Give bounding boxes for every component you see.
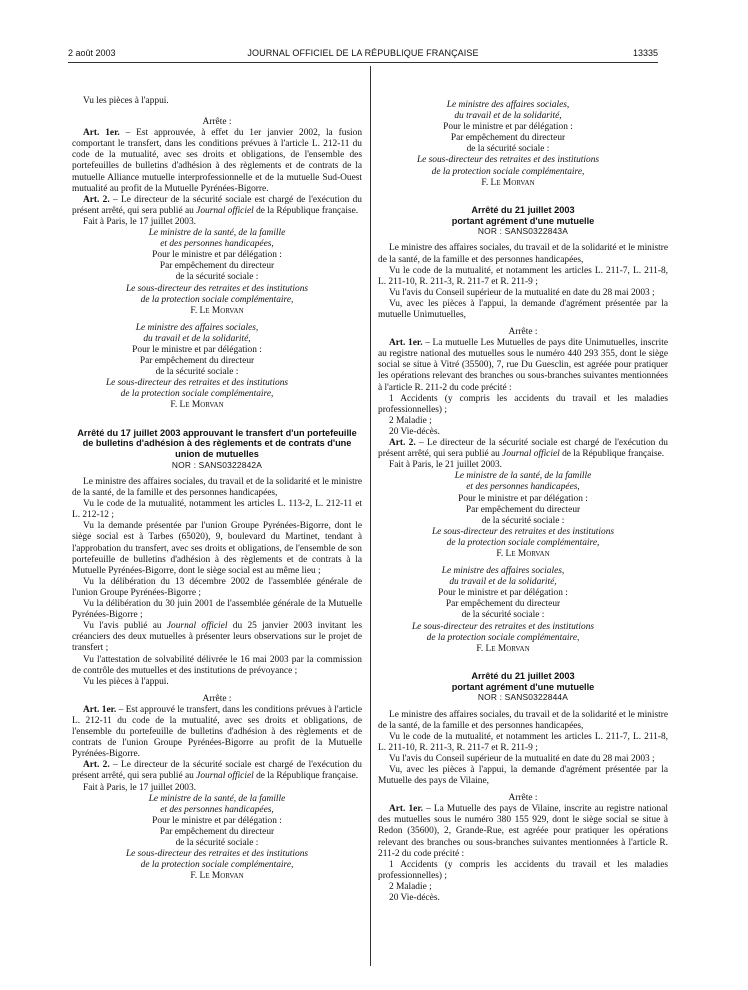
left-column (72, 96, 362, 882)
paragraph: Vu l'attestation de solvabilité délivrée le 16 mai 2003 par la commission de contrôle des mutuelles et des institutions de prévoyance ; (72, 654, 362, 676)
page-header (68, 48, 658, 60)
branch-list (378, 394, 668, 438)
arrete-subtitle: portant agrément d'une mutuelle (451, 215, 595, 226)
signature-line: Le sous-directeur des retraites et des institutions (411, 621, 595, 632)
paragraph: Le ministre des affaires sociales, du travail et de la solidarité et le ministre de la santé, de la famille et des personnes handicapées, (378, 709, 668, 731)
arrete-heading: Arrête : (508, 793, 538, 804)
signature-line: Par empêchement du directeur (159, 261, 275, 272)
signature-line: et des personnes handicapées, (160, 239, 274, 250)
signature-date: Fait à Paris, le 17 juillet 2003. (83, 216, 197, 227)
signatory-name: F. Le Morvan (190, 305, 244, 316)
signature-line: Le ministre de la santé, de la famille (454, 471, 592, 482)
right-column (378, 100, 668, 904)
signature-block (378, 471, 668, 560)
paragraph: Le ministre des affaires sociales, du travail et de la solidarité et le ministre de la santé, de la famille et des personnes handicapées, (72, 477, 362, 499)
signature-line: de la sécurité sociale : (466, 144, 550, 155)
signatory-name: F. Le Morvan (190, 871, 244, 882)
signature-line: de la sécurité sociale : (481, 515, 565, 526)
signature-line: Pour le ministre et par délégation : (152, 250, 282, 261)
signature-line: Le ministre des affaires sociales, (446, 100, 570, 110)
list-item: 1 Accidents (y compris les accidents du travail et les maladies professionnelles) ; (378, 393, 668, 415)
signature-line: de la sécurité sociale : (155, 367, 239, 378)
nor-reference: NOR : SANS0322842A (171, 459, 263, 470)
signature-line: Le ministre des affaires sociales, (441, 566, 565, 577)
signature-line: de la protection sociale complémentaire, (140, 860, 294, 871)
signature-line: Par empêchement du directeur (450, 133, 566, 144)
signatory-name: F. Le Morvan (496, 548, 550, 559)
arrete-subtitle: portant agrément d'une mutuelle (451, 681, 595, 692)
paragraph: Vu les pièces à l'appui. (83, 676, 169, 687)
signature-line: Le ministre des affaires sociales, (135, 322, 259, 333)
paragraph: Vu la demande présentée par l'union Groupe Pyrénées-Bigorre, dont le siège social est à Tarbes (65020), 9, boulevard du Martinet, tendant à l'approbation du transfert, avec ses droits et obligations, de l'ensemble de son portefeuille de bulletins d'adhésion à des règlements et de contrats à la Mutuelle Pyrénées-Bigorre, dont le siège social est au même lieu ; (72, 521, 362, 576)
signature-line: de la sécurité sociale : (175, 272, 259, 283)
article-1: Art. 1er. – Est approuvé le transfert, dans les conditions prévues à l'article L. 212-11 du code de la mutualité, avec ses droits et obligations, de l'ensemble du portefeuille de bulletins d'adhésion à des règlements et de contrats de l'union Groupe Pyrénées-Bigorre au profit de la Mutuelle Pyrénées-Bigorre. (72, 704, 362, 760)
paragraph: Vu le code de la mutualité, et notamment les articles L. 211-7, L. 211-8, L. 211-10, R. 211-3, R. 211-7 et R. 211-9 ; (378, 731, 668, 753)
signature-line: du travail et de la solidarité, (143, 333, 251, 344)
list-item: 2 Maladie ; (389, 881, 432, 892)
paragraph: Vu l'avis du Conseil supérieur de la mutualité en date du 28 mai 2003 ; (389, 287, 655, 298)
signature-block (72, 794, 362, 883)
signature-line: de la protection sociale complémentaire, (140, 294, 294, 305)
signature-date: Fait à Paris, le 21 juillet 2003. (389, 460, 503, 471)
signature-line: Pour le ministre et par délégation : (438, 588, 568, 599)
arrete-heading: Arrête : (202, 693, 232, 704)
signature-line: Par empêchement du directeur (445, 599, 561, 610)
list-item: 20 Vie-décès. (389, 893, 440, 903)
article-label: Art. 1er. (83, 128, 120, 139)
signature-line: Le sous-directeur des retraites et des institutions (105, 378, 289, 389)
paragraph: Vu le code de la mutualité, notamment les articles L. 113-2, L. 212-11 et L. 212-12 ; (72, 499, 362, 521)
arrete-heading: Arrête : (508, 327, 538, 338)
signature-line: Le ministre de la santé, de la famille (148, 793, 286, 804)
signature-line: de la protection sociale complémentaire, (426, 632, 580, 643)
header-rule (68, 62, 658, 63)
signature-line: Par empêchement du directeur (159, 826, 275, 837)
signature-block (378, 100, 668, 189)
header-title: JOURNAL OFFICIEL DE LA RÉPUBLIQUE FRANÇAISE (247, 48, 479, 58)
signature-line: Par empêchement du directeur (465, 504, 581, 515)
signature-line: Le ministre de la santé, de la famille (148, 228, 286, 239)
article-2: Art. 2. – Le directeur de la sécurité sociale est chargé de l'exécution du présent arrêté, qui sera publié au Journal officiel de la République française. (72, 760, 362, 782)
paragraph: Vu l'avis du Conseil supérieur de la mutualité en date du 28 mai 2003 ; (389, 753, 655, 764)
paragraph: Vu, avec les pièces à l'appui, la demande d'agrément présentée par la Mutuelle des pays de Vilaine, (378, 764, 668, 787)
signature-line: Le sous-directeur des retraites et des institutions (416, 155, 600, 166)
paragraph: Vu le code de la mutualité, et notamment les articles L. 211-7, L. 211-8, L. 211-10, R. 211-3, R. 211-7 et R. 211-9 ; (378, 265, 668, 287)
arrete-title: Arrêté du 21 juillet 2003 (471, 204, 575, 215)
signature-line: de la sécurité sociale : (175, 838, 259, 849)
paragraph: Vu la délibération du 30 juin 2001 de l'assemblée générale de la Mutuelle Pyrénées-Bigorre ; (72, 599, 362, 621)
article-1: Art. 1er. – La mutuelle Les Mutuelles de pays dite Unimutuelles, inscrite au registre national des mutuelles sous le numéro 440 293 355, dont le siège social se situe à Vitré (35500), 7, rue Du Guesclin, est agréée pour pratiquer les opérations relevant des branches ou sous-branches suivantes mentionnées à l'article R. 211-2 du code précité : (378, 338, 669, 393)
paragraph: Vu l'avis publié au Journal officiel du 25 janvier 2003 invitant les créanciers des deux mutuelles à présenter leurs observations sur le projet de transfert ; (72, 621, 362, 654)
list-item: 20 Vie-décès. (389, 426, 440, 437)
signature-line: du travail et de la solidarité, (454, 111, 562, 122)
article-label: Art. 2. (83, 194, 110, 205)
signature-line: de la protection sociale complémentaire, (431, 166, 585, 177)
signature-line: de la protection sociale complémentaire, (120, 389, 274, 400)
list-item: 1 Accidents (y compris les accidents du travail et les maladies professionnelles) ; (378, 859, 668, 881)
signature-line: et des personnes handicapées, (160, 804, 274, 815)
header-date: 2 août 2003 (68, 48, 116, 58)
signatory-name: F. Le Morvan (170, 400, 224, 411)
arrete-heading: Arrête : (202, 117, 232, 128)
list-item: 2 Maladie ; (389, 415, 432, 426)
paragraph: Vu, avec les pièces à l'appui, la demande d'agrément présentée par la mutuelle Unimutuelles, (378, 298, 668, 320)
signature-line: Pour le ministre et par délégation : (152, 815, 282, 826)
article-1: Art. 1er. – La Mutuelle des pays de Vilaine, inscrite au registre national des mutuelles sous le numéro 380 155 929, dont le siège social se situe à Redon (35600), 2, Grande-Rue, est agréée pour pratiquer les opérations relevant des branches ou sous-branches suivantes mentionnées à l'article R. 211-2 du code précité : (378, 804, 668, 859)
header-page-number: 13335 (632, 48, 658, 58)
signature-line: Le sous-directeur des retraites et des institutions (431, 526, 615, 537)
signature-line: de la sécurité sociale : (461, 610, 545, 621)
arrete-title: Arrêté du 17 juillet 2003 approuvant le transfert d'un portefeuille de bulletins d'adhésion à des règlements et de contrats d'une union de mutuelles (77, 427, 357, 460)
arrete-title: Arrêté du 21 juillet 2003 (471, 670, 575, 681)
signature-line: et des personnes handicapées, (466, 482, 580, 493)
column-divider (370, 66, 371, 966)
signature-line: de la protection sociale complémentaire, (446, 537, 600, 548)
article-2: Art. 2. – Le directeur de la sécurité sociale est chargé de l'exécution du présent arrêté, qui sera publié au Journal officiel de la République française. (72, 194, 362, 216)
signature-line: Le sous-directeur des retraites et des institutions (125, 849, 309, 860)
signature-line: Pour le ministre et par délégation : (132, 344, 262, 355)
signature-line: Par empêchement du directeur (139, 356, 255, 367)
signature-line: Pour le ministre et par délégation : (458, 493, 588, 504)
signature-date: Fait à Paris, le 17 juillet 2003. (83, 782, 197, 793)
signatory-name: F. Le Morvan (481, 177, 535, 188)
signature-line: Pour le ministre et par délégation : (443, 122, 573, 133)
paragraph: Vu les pièces à l'appui. (83, 96, 169, 106)
signature-block (72, 323, 362, 412)
article-2: Art. 2. – Le directeur de la sécurité sociale est chargé de l'exécution du présent arrêté, qui sera publié au Journal officiel de la République française. (378, 438, 668, 460)
nor-reference: NOR : SANS0322843A (477, 226, 569, 237)
signature-block (72, 228, 362, 317)
article-1: Art. 1er. – Est approuvée, à effet du 1er janvier 2002, la fusion comportant le transfert, dans les conditions prévues à l'article L. 212-11 du code de la mutualité, avec ses droits et obligations, de l'ensemble des portefeuilles de bulletins d'adhésion à des règlements et de contrats de la mutuelle Alliance mutuelle interprofessionnelle et de la mutuelle Sud-Ouest mutualité au profit de la Mutuelle Pyrénées-Bigorre. (72, 128, 363, 194)
branch-list (378, 860, 668, 904)
signatory-name: F. Le Morvan (476, 643, 530, 654)
paragraph: Le ministre des affaires sociales, du travail et de la solidarité et le ministre de la santé, de la famille et des personnes handicapées, (378, 243, 668, 265)
signature-line: du travail et de la solidarité, (449, 577, 557, 588)
nor-reference: NOR : SANS0322844A (477, 692, 569, 703)
signature-block (378, 566, 668, 655)
paragraph: Vu la délibération du 13 décembre 2002 de l'assemblée générale de l'union Groupe Pyrénées-Bigorre ; (72, 576, 362, 598)
signature-line: Le sous-directeur des retraites et des institutions (125, 283, 309, 294)
